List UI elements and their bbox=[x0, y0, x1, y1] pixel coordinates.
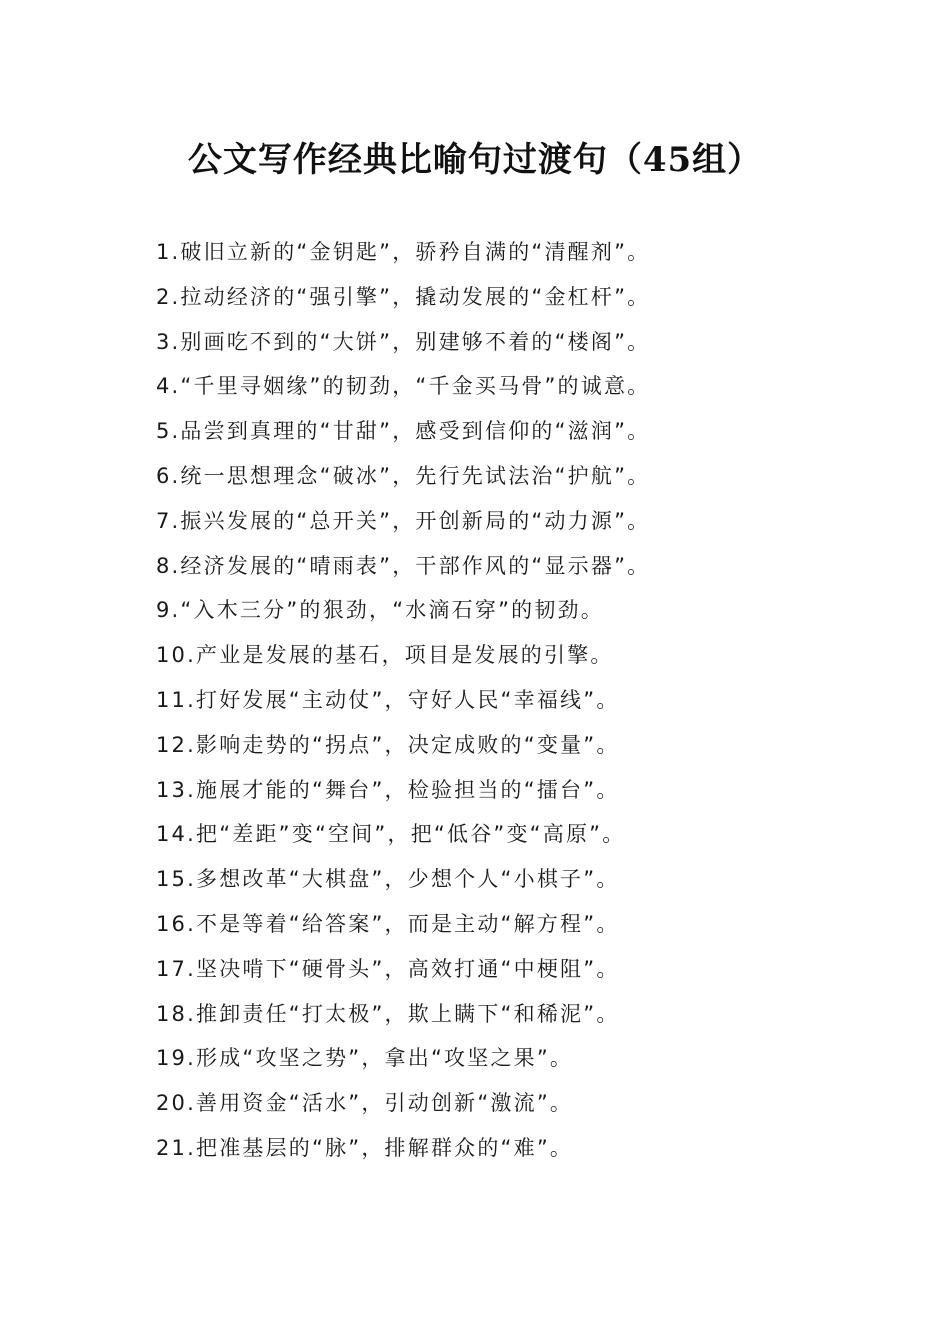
list-item: 9.“入木三分”的狠劲，“水滴石穿”的韧劲。 bbox=[156, 598, 604, 623]
list-item: 12.影响走势的“拐点”，决定成败的“变量”。 bbox=[156, 732, 620, 757]
list-item: 13.施展才能的“舞台”，检验担当的“擂台”。 bbox=[156, 777, 620, 802]
list-item: 15.多想改革“大棋盘”，少想个人“小棋子”。 bbox=[156, 867, 620, 892]
list-item: 17.坚决啃下“硬骨头”，高效打通“中梗阻”。 bbox=[156, 956, 620, 981]
list-item: 21.把准基层的“脉”，排解群众的“难”。 bbox=[156, 1135, 574, 1160]
list-item: 5.品尝到真理的“甘甜”，感受到信仰的“滋润”。 bbox=[156, 419, 651, 444]
list-item: 1.破旧立新的“金钥匙”，骄矜自满的“清醒剂”。 bbox=[156, 240, 651, 264]
list-item: 8.经济发展的“晴雨表”，干部作风的“显示器”。 bbox=[156, 553, 651, 578]
list-item: 19.形成“攻坚之势”，拿出“攻坚之果”。 bbox=[156, 1046, 574, 1071]
list-item: 16.不是等着“给答案”，而是主动“解方程”。 bbox=[156, 911, 620, 936]
list-item: 4.“千里寻姻缘”的韧劲，“千金买马骨”的诚意。 bbox=[156, 374, 651, 399]
phrase-list bbox=[156, 230, 650, 1171]
list-item: 7.振兴发展的“总开关”，开创新局的“动力源”。 bbox=[156, 508, 651, 533]
page-title: 公文写作经典比喻句过渡句（45组） bbox=[187, 140, 763, 180]
list-item: 2.拉动经济的“强引擎”，撬动发展的“金杠杆”。 bbox=[156, 284, 651, 309]
list-item: 20.善用资金“活水”，引动创新“激流”。 bbox=[156, 1091, 574, 1116]
list-item: 14.把“差距”变“空间”，把“低谷”变“高原”。 bbox=[156, 822, 626, 847]
list-item: 11.打好发展“主动仗”，守好人民“幸福线”。 bbox=[156, 687, 620, 712]
list-item: 10.产业是发展的基石，项目是发展的引擎。 bbox=[156, 643, 614, 668]
list-item: 18.推卸责任“打太极”，欺上瞒下“和稀泥”。 bbox=[156, 1001, 620, 1026]
list-item: 3.别画吃不到的“大饼”，别建够不着的“楼阁”。 bbox=[156, 329, 651, 354]
list-item: 6.统一思想理念“破冰”，先行先试法治“护航”。 bbox=[156, 463, 651, 488]
